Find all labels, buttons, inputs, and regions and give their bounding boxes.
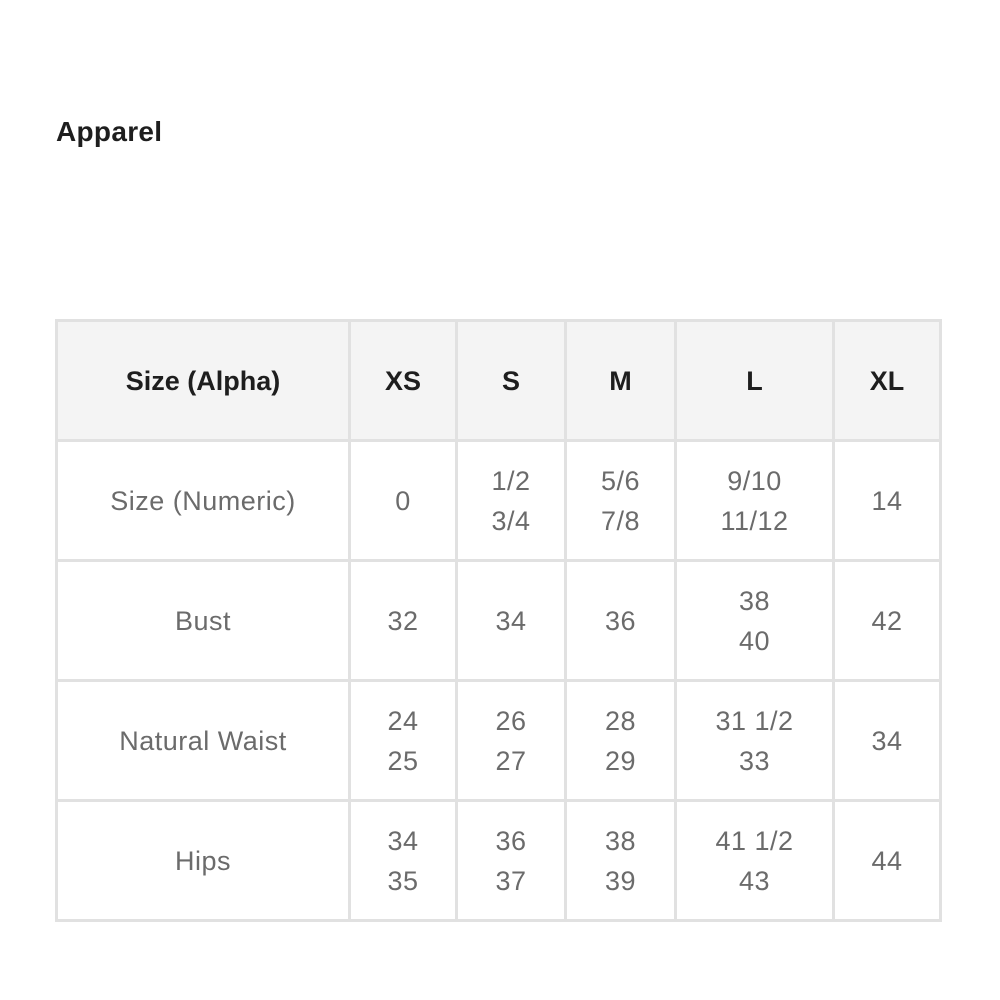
cell-value: 9/10: [727, 465, 782, 496]
table-cell: [566, 681, 676, 801]
cell-value: 32: [387, 605, 419, 636]
cell-value: 3/4: [491, 505, 531, 536]
table-cell: [676, 801, 834, 921]
header-s: S: [457, 321, 566, 441]
cell-value: 24: [387, 705, 419, 736]
cell-value: 39: [604, 865, 637, 896]
cell-value: 1/2: [491, 465, 531, 496]
cell-value: 38: [604, 825, 637, 856]
header-xs: XS: [350, 321, 457, 441]
table-cell: [566, 561, 676, 681]
cell-value: 44: [871, 845, 903, 876]
cell-value: 36: [495, 825, 527, 856]
cell-value: 28: [604, 705, 637, 736]
table-cell: [834, 681, 941, 801]
table-cell: [457, 561, 566, 681]
table-cell: [457, 441, 566, 561]
cell-value: 34: [871, 725, 903, 756]
cell-value: 41 1/2: [715, 825, 794, 856]
cell-value: 38: [738, 585, 771, 616]
table-row: [57, 801, 941, 921]
cell-value: 37: [495, 865, 527, 896]
section-title: Apparel: [56, 116, 163, 147]
table-row: [57, 441, 941, 561]
cell-value: 26: [495, 705, 527, 736]
row-label: Hips: [57, 801, 350, 921]
cell-value: 42: [871, 605, 903, 636]
cell-value: 14: [871, 485, 903, 516]
table-cell: [566, 441, 676, 561]
row-label: Bust: [57, 561, 350, 681]
cell-value: 27: [495, 745, 527, 776]
table-header-row: [57, 321, 941, 441]
cell-value: 34: [495, 605, 527, 636]
table-cell: [834, 801, 941, 921]
table-cell: [676, 441, 834, 561]
table-cell: [457, 681, 566, 801]
header-l: L: [676, 321, 834, 441]
table-row: [57, 681, 941, 801]
header-m: M: [566, 321, 676, 441]
cell-value: 33: [738, 745, 771, 776]
cell-value: 31 1/2: [715, 705, 794, 736]
cell-value: 43: [738, 865, 771, 896]
cell-value: 0: [395, 485, 411, 516]
cell-value: 35: [387, 865, 419, 896]
cell-value: 29: [604, 745, 637, 776]
cell-value: 7/8: [600, 505, 641, 536]
table-cell: [566, 801, 676, 921]
cell-value: 36: [604, 605, 637, 636]
table-cell: [676, 561, 834, 681]
size-chart-table: [55, 319, 942, 922]
table-cell: [350, 801, 457, 921]
cell-value: 25: [387, 745, 419, 776]
table-cell: [457, 801, 566, 921]
cell-value: 34: [387, 825, 419, 856]
row-label: Natural Waist: [57, 681, 350, 801]
header-xl: XL: [834, 321, 941, 441]
table-cell: [350, 681, 457, 801]
table-cell: [350, 441, 457, 561]
table-cell: [834, 561, 941, 681]
header-size-alpha: Size (Alpha): [57, 321, 350, 441]
table-row: [57, 561, 941, 681]
row-label: Size (Numeric): [57, 441, 350, 561]
table-cell: [676, 681, 834, 801]
cell-value: 11/12: [720, 505, 789, 536]
table-cell: [350, 561, 457, 681]
cell-value: 40: [738, 625, 771, 656]
cell-value: 5/6: [600, 465, 641, 496]
table-cell: [834, 441, 941, 561]
